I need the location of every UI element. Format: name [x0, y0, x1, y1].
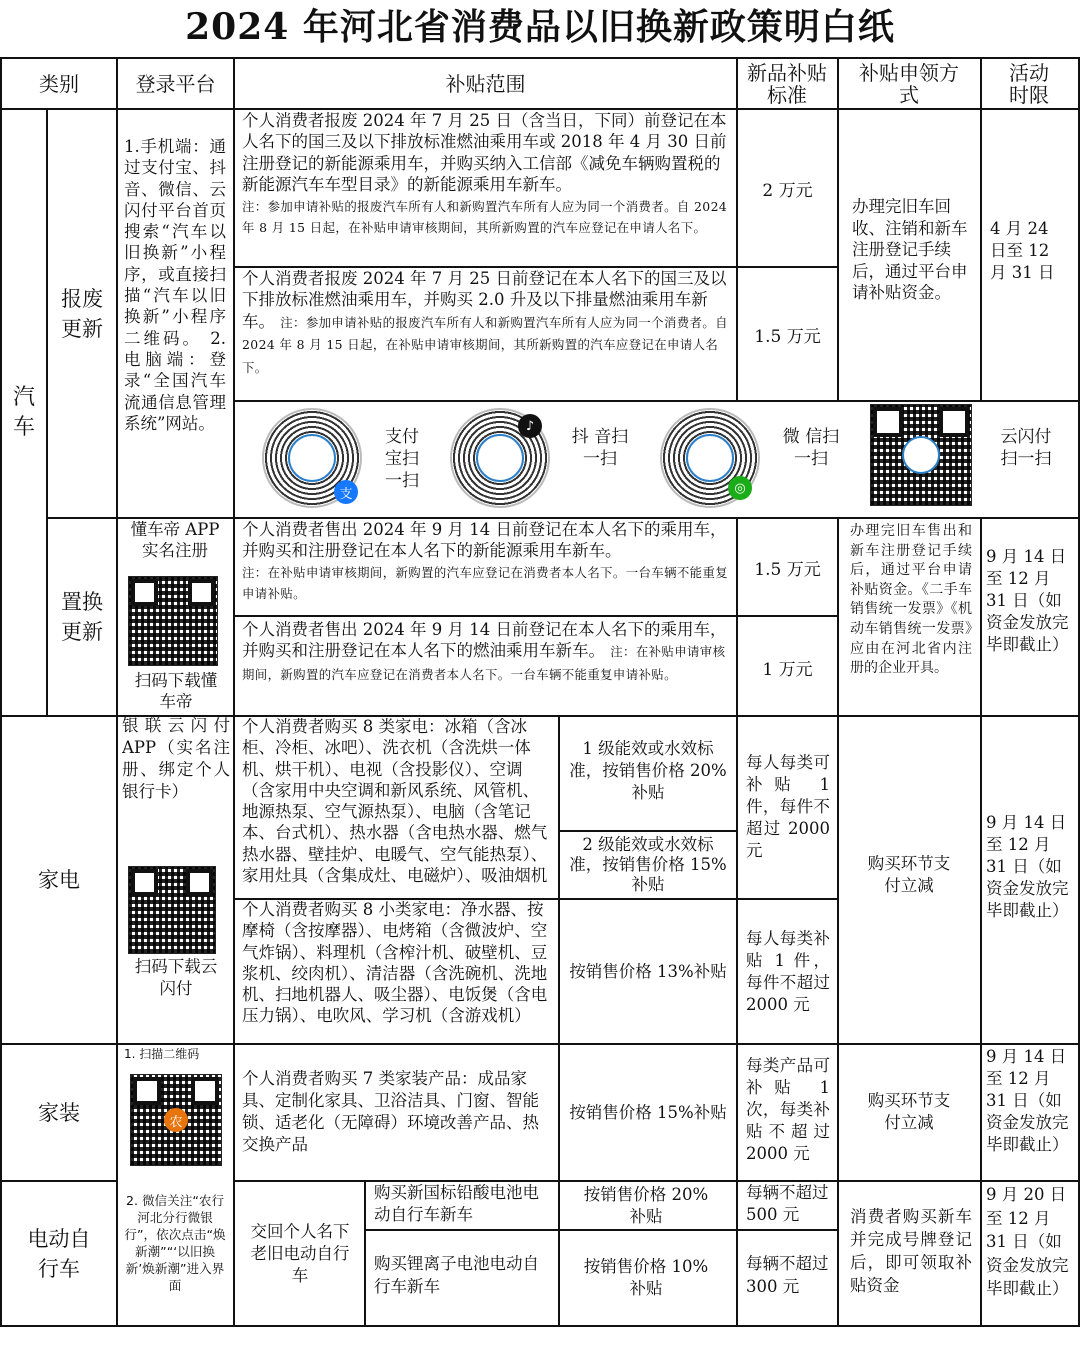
appliance-platform-top: 银联云闪付 APP（实名注册、绑定个人银行卡） — [122, 716, 230, 801]
unionpay-qr-label: 云闪付扫一扫 — [1000, 427, 1052, 469]
appliance-row1-std: 每人每类可补贴 1 件，每件不超过 2000 元 — [746, 753, 830, 860]
car-scrap-row2-note: 注：参加申请补贴的报废汽车所有人和新购置汽车所有人应为同一个消费者。自 2024 年 8 月 15 日起，在补贴申请审核期间，其所新购置的汽车应登记在申请人名下。 — [242, 314, 728, 375]
appliance-row2a: 按销售价格 13%补贴 — [569, 961, 727, 981]
category-appliance: 家电 — [38, 868, 80, 892]
subcategory-scrap: 报废更新 — [61, 286, 103, 341]
page-title: 2024 年河北省消费品以旧换新政策明白纸 — [185, 6, 895, 48]
car-replace-method: 办理完旧车售出和新车注册登记手续后，通过平台申请补贴资金。《二手车销售统一发票》《机动车销售统一发票》应由在河北省内注册的企业开具。 — [850, 523, 972, 677]
header-period: 活动时限 — [1009, 60, 1049, 107]
car-replace-row1-note: 注：在补贴申请审核期间，新购置的汽车应登记在消费者本人名下。一台车辆不能重复申请补贴。 — [242, 564, 729, 601]
car-replace-platform-top: 懂车帝 APP 实名注册 — [130, 520, 220, 560]
appliance-row1-text: 个人消费者购买 8 类家电：冰箱（含冰柜、冷柜、冰吧）、洗衣机（含洗烘一体机、烘干机）、电视（含投影仪）、空调（含家用中央空调和新风系统、风管机、地源热泵、空气源热泵）、电脑（含笔记本、台式机）、热水器（含电热水器、燃气热水器、壁挂炉、电暖气、空气能热泵）、家用灶具（含集成灶、电磁炉）、吸油烟机 — [242, 717, 548, 886]
wechat-qr-code[interactable]: ◎ — [660, 408, 760, 508]
ebike-row1-text: 购买新国标铅酸电池电动自行车新车 — [374, 1183, 539, 1224]
car-scrap-row2-std: 1.5 万元 — [754, 326, 821, 347]
car-replace-row2 — [236, 619, 736, 715]
car-replace-period: 9 月 14 日至 12 月 31 日（如资金发放完毕即截止） — [986, 547, 1069, 654]
border — [980, 517, 982, 1327]
decor-rate: 按销售价格 15%补贴 — [569, 1102, 727, 1122]
car-replace-row1-text: 个人消费者售出 2024 年 9 月 14 日前登记在本人名下的乘用车，并购买和注册登记在本人名下的新能源乘用车新车。 — [242, 520, 727, 561]
decor-platform-top: 1. 扫描二维码 — [124, 1047, 200, 1061]
ebike-period: 9 月 20 日至 12 月 31 日（如资金发放完毕即截止） — [986, 1185, 1069, 1298]
category-ebike: 电动自行车 — [27, 1226, 91, 1281]
ebike-row2-rate: 按销售价格 10%补贴 — [583, 1257, 709, 1298]
car-scrap-row1-std: 2 万元 — [762, 180, 813, 201]
border — [233, 615, 837, 617]
header-scope: 补贴范围 — [445, 71, 526, 96]
appliance-row1b: 2 级能效或水效标准，按销售价格 15%补贴 — [569, 835, 727, 894]
car-replace-platform-bottom: 扫码下载懂车帝 — [134, 671, 218, 711]
ebike-method: 消费者购买新车并完成号牌登记后，即可领取补贴资金 — [850, 1207, 972, 1295]
unionpay-app-qr-code[interactable] — [128, 866, 216, 954]
border — [837, 57, 839, 402]
border — [233, 57, 235, 1327]
car-scrap-row2 — [236, 268, 736, 400]
car-replace-row2-std: 1 万元 — [762, 659, 813, 680]
alipay-qr-label: 支付宝扫一扫 — [385, 427, 419, 491]
douyin-qr-code[interactable]: ♪ — [450, 408, 550, 508]
car-replace-row1 — [236, 519, 736, 615]
border — [46, 108, 48, 717]
ebike-platform: 2. 微信关注“农行河北分行微银行”，依次点击“焕新潮”“‘以旧换新’焕新潮”进入界面 — [124, 1193, 226, 1293]
border — [558, 1180, 560, 1327]
car-replace-row1-std: 1.5 万元 — [754, 559, 821, 580]
appliance-row1a: 1 级能效或水效标准，按销售价格 20%补贴 — [569, 739, 727, 802]
appliance-method: 购买环节支付立减 — [867, 854, 951, 895]
unionpay-qr-code[interactable] — [870, 404, 972, 506]
border — [0, 1325, 1080, 1327]
car-scrap-row1 — [236, 110, 736, 266]
border — [233, 400, 1078, 402]
border — [364, 1180, 366, 1327]
ebike-row1-rate: 按销售价格 20%补贴 — [583, 1184, 709, 1226]
border — [0, 1043, 1080, 1045]
border — [558, 898, 560, 1043]
car-replace-row2-text: 个人消费者售出 2024 年 9 月 14 日前登记在本人名下的乘用车，并购买和注册登记在本人名下的燃油乘用车新车。 — [242, 620, 727, 661]
car-scrap-platform: 1.手机端：通过支付宝、抖音、微信、云闪付平台首页搜索“汽车以旧换新”小程序，或直接扫描“汽车以旧换新”小程序二维码。 2.电脑端：登录“全国汽车流通信息管理系统”网站。 — [124, 137, 226, 433]
decor-std: 每类产品可补贴 1 次，每类补贴不超过 2000 元 — [746, 1056, 830, 1163]
car-replace-row2-note: 注：在补贴申请审核期间，新购置的汽车应登记在消费者本人名下。一台车辆不能重复申请补贴。 — [242, 644, 726, 683]
appliance-row2-text: 个人消费者购买 8 小类家电：净水器、按摩椅（含按摩器）、电烤箱（含微波炉、空气炸锅）、料理机（含榨汁机、破壁机、豆浆机、绞肉机）、清洁器（含洗碗机、洗地机、扫地机器人、吸尘器）、电饭煲（含电压力锅）、电吹风、学习机（含游戏机） — [242, 900, 548, 1026]
appliance-period: 9 月 14 日至 12 月 31 日（如资金发放完毕即截止） — [986, 813, 1069, 920]
category-car: 汽车 — [12, 384, 35, 440]
ebike-row2-std: 每辆不超过 300 元 — [746, 1254, 829, 1296]
ebike-old: 交回个人名下老旧电动自行车 — [250, 1221, 350, 1285]
border — [837, 517, 839, 1327]
dongchedi-qr-code[interactable] — [128, 576, 218, 666]
border — [980, 57, 982, 402]
decor-text: 个人消费者购买 7 类家装产品：成品家具、定制化家具、卫浴洁具、门窗、智能锁、适老化（无障碍）环境改善产品、热交换产品 — [242, 1069, 539, 1154]
car-scrap-row1-text: 个人消费者报废 2024 年 7 月 25 日（含当日，下同）前登记在本人名下的国三及以下排放标准燃油乘用车或 2018 年 4 月 30 日前注册登记的新能源乘用车，并购买纳入工信部《减免车辆购置税的新能源汽车车型目录》的新能源乘用车新车。 — [242, 111, 727, 195]
car-scrap-row2-text: 个人消费者报废 2024 年 7 月 25 日前登记在本人名下的国三及以下排放标准燃油乘用车，并购买 2.0 升及以下排量燃油乘用车新车。 — [242, 269, 727, 331]
appliance-platform-bottom: 扫码下载云闪付 — [134, 957, 218, 998]
alipay-qr-code[interactable]: 支 — [262, 408, 362, 508]
header-method: 补贴申领方式 — [859, 60, 959, 107]
ebike-row1-std: 每辆不超过 500 元 — [746, 1183, 829, 1224]
car-scrap-row1-note: 注：参加申请补贴的报废汽车所有人和新购置汽车所有人应为同一个消费者。自 2024 年 8 月 15 日起，在补贴申请审核期间，其所新购置的汽车应登记在申请人名下。 — [242, 198, 728, 236]
subcategory-replace: 置换更新 — [61, 590, 103, 644]
border — [558, 715, 560, 898]
appliance-row2-std: 每人每类补贴 1 件，每件不超过 2000 元 — [746, 929, 830, 1014]
abc-bank-qr-code[interactable]: 农 — [130, 1074, 222, 1166]
ebike-row2-text: 购买锂离子电池电动自行车新车 — [374, 1254, 539, 1296]
douyin-qr-label: 抖 音扫一扫 — [571, 427, 629, 469]
car-scrap-method: 办理完旧车回收、注销和新车注册登记手续后，通过平台申请补贴资金。 — [852, 197, 968, 302]
car-scrap-period: 4 月 24 日至 12 月 31 日 — [990, 219, 1055, 282]
header-standard: 新品补贴标准 — [747, 60, 827, 107]
border — [558, 1043, 560, 1180]
header-category: 类别 — [39, 71, 79, 96]
header-platform: 登录平台 — [135, 71, 216, 96]
border — [558, 830, 737, 832]
wechat-qr-label: 微 信扫一扫 — [782, 427, 840, 469]
decor-period: 9 月 14 日至 12 月 31 日（如资金发放完毕即截止） — [986, 1047, 1069, 1154]
decor-method: 购买环节支付立减 — [867, 1091, 951, 1132]
category-decor: 家装 — [38, 1100, 80, 1125]
